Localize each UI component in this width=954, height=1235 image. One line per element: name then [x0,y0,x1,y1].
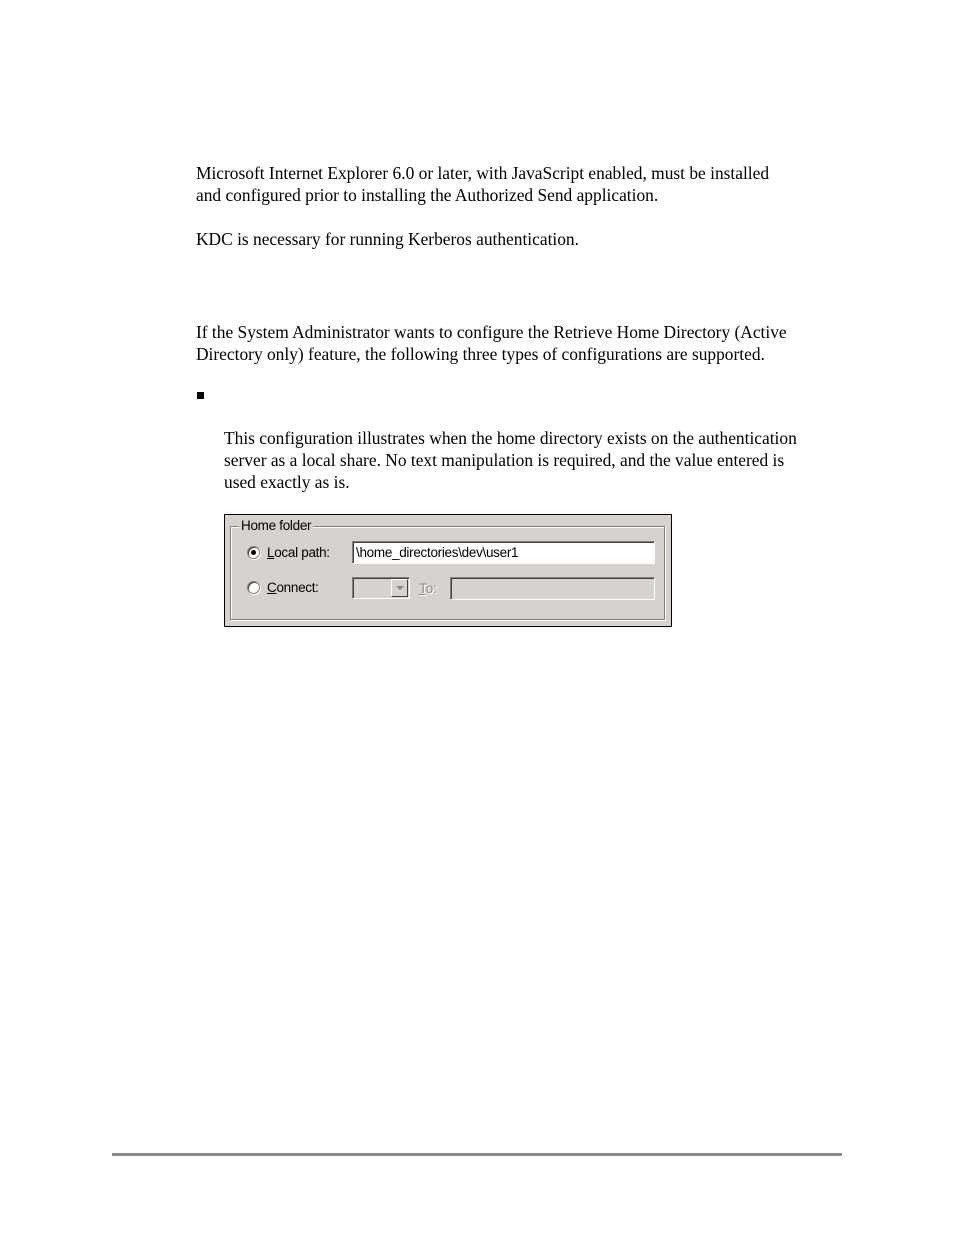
local-path-radio[interactable] [247,546,260,559]
connect-drive-select[interactable] [352,577,410,599]
text-line: Microsoft Internet Explorer 6.0 or later, with JavaScript enabled, must be installed [196,163,770,183]
connect-to-input[interactable] [450,577,655,600]
connect-radio[interactable] [247,581,260,594]
bullet-marker [197,392,204,399]
chevron-down-icon [396,586,404,590]
text-line: If the System Administrator wants to configure the Retrieve Home Directory (Active [196,322,787,342]
text-line: KDC is necessary for running Kerberos authentication. [196,229,579,249]
kdc-requirement-paragraph [196,228,579,250]
home-folder-dialog-screenshot [224,514,672,627]
text-line: Directory only) feature, the following three types of configurations are supported. [196,344,765,364]
connect-label[interactable] [267,580,319,596]
ie-requirement-paragraph [196,162,769,206]
local-path-label-text: ocal path: [274,545,330,560]
to-label-text: o: [425,581,438,596]
home-folder-group-title: Home folder [241,518,312,533]
to-label [419,581,437,597]
connect-mnemonic: C [267,580,277,595]
text-line: server as a local share. No text manipulation is required, and the value entered is [224,450,785,470]
to-mnemonic: T [419,581,426,596]
text-line: This configuration illustrates when the home directory exists on the authentication [224,428,797,448]
local-path-label[interactable] [267,545,330,561]
radio-selected-dot [251,550,256,555]
text-line: used exactly as is. [224,472,350,492]
drive-dropdown-button[interactable] [391,579,408,597]
local-path-mnemonic: L [267,545,275,560]
connect-label-text: onnect: [276,580,319,595]
local-path-input[interactable]: \home_directories\dev\user1 [352,541,655,564]
home-directory-intro-paragraph [196,321,787,365]
text-line: and configured prior to installing the Authorized Send application. [196,185,659,205]
footer-divider [112,1153,842,1156]
local-share-description-paragraph [224,427,797,493]
